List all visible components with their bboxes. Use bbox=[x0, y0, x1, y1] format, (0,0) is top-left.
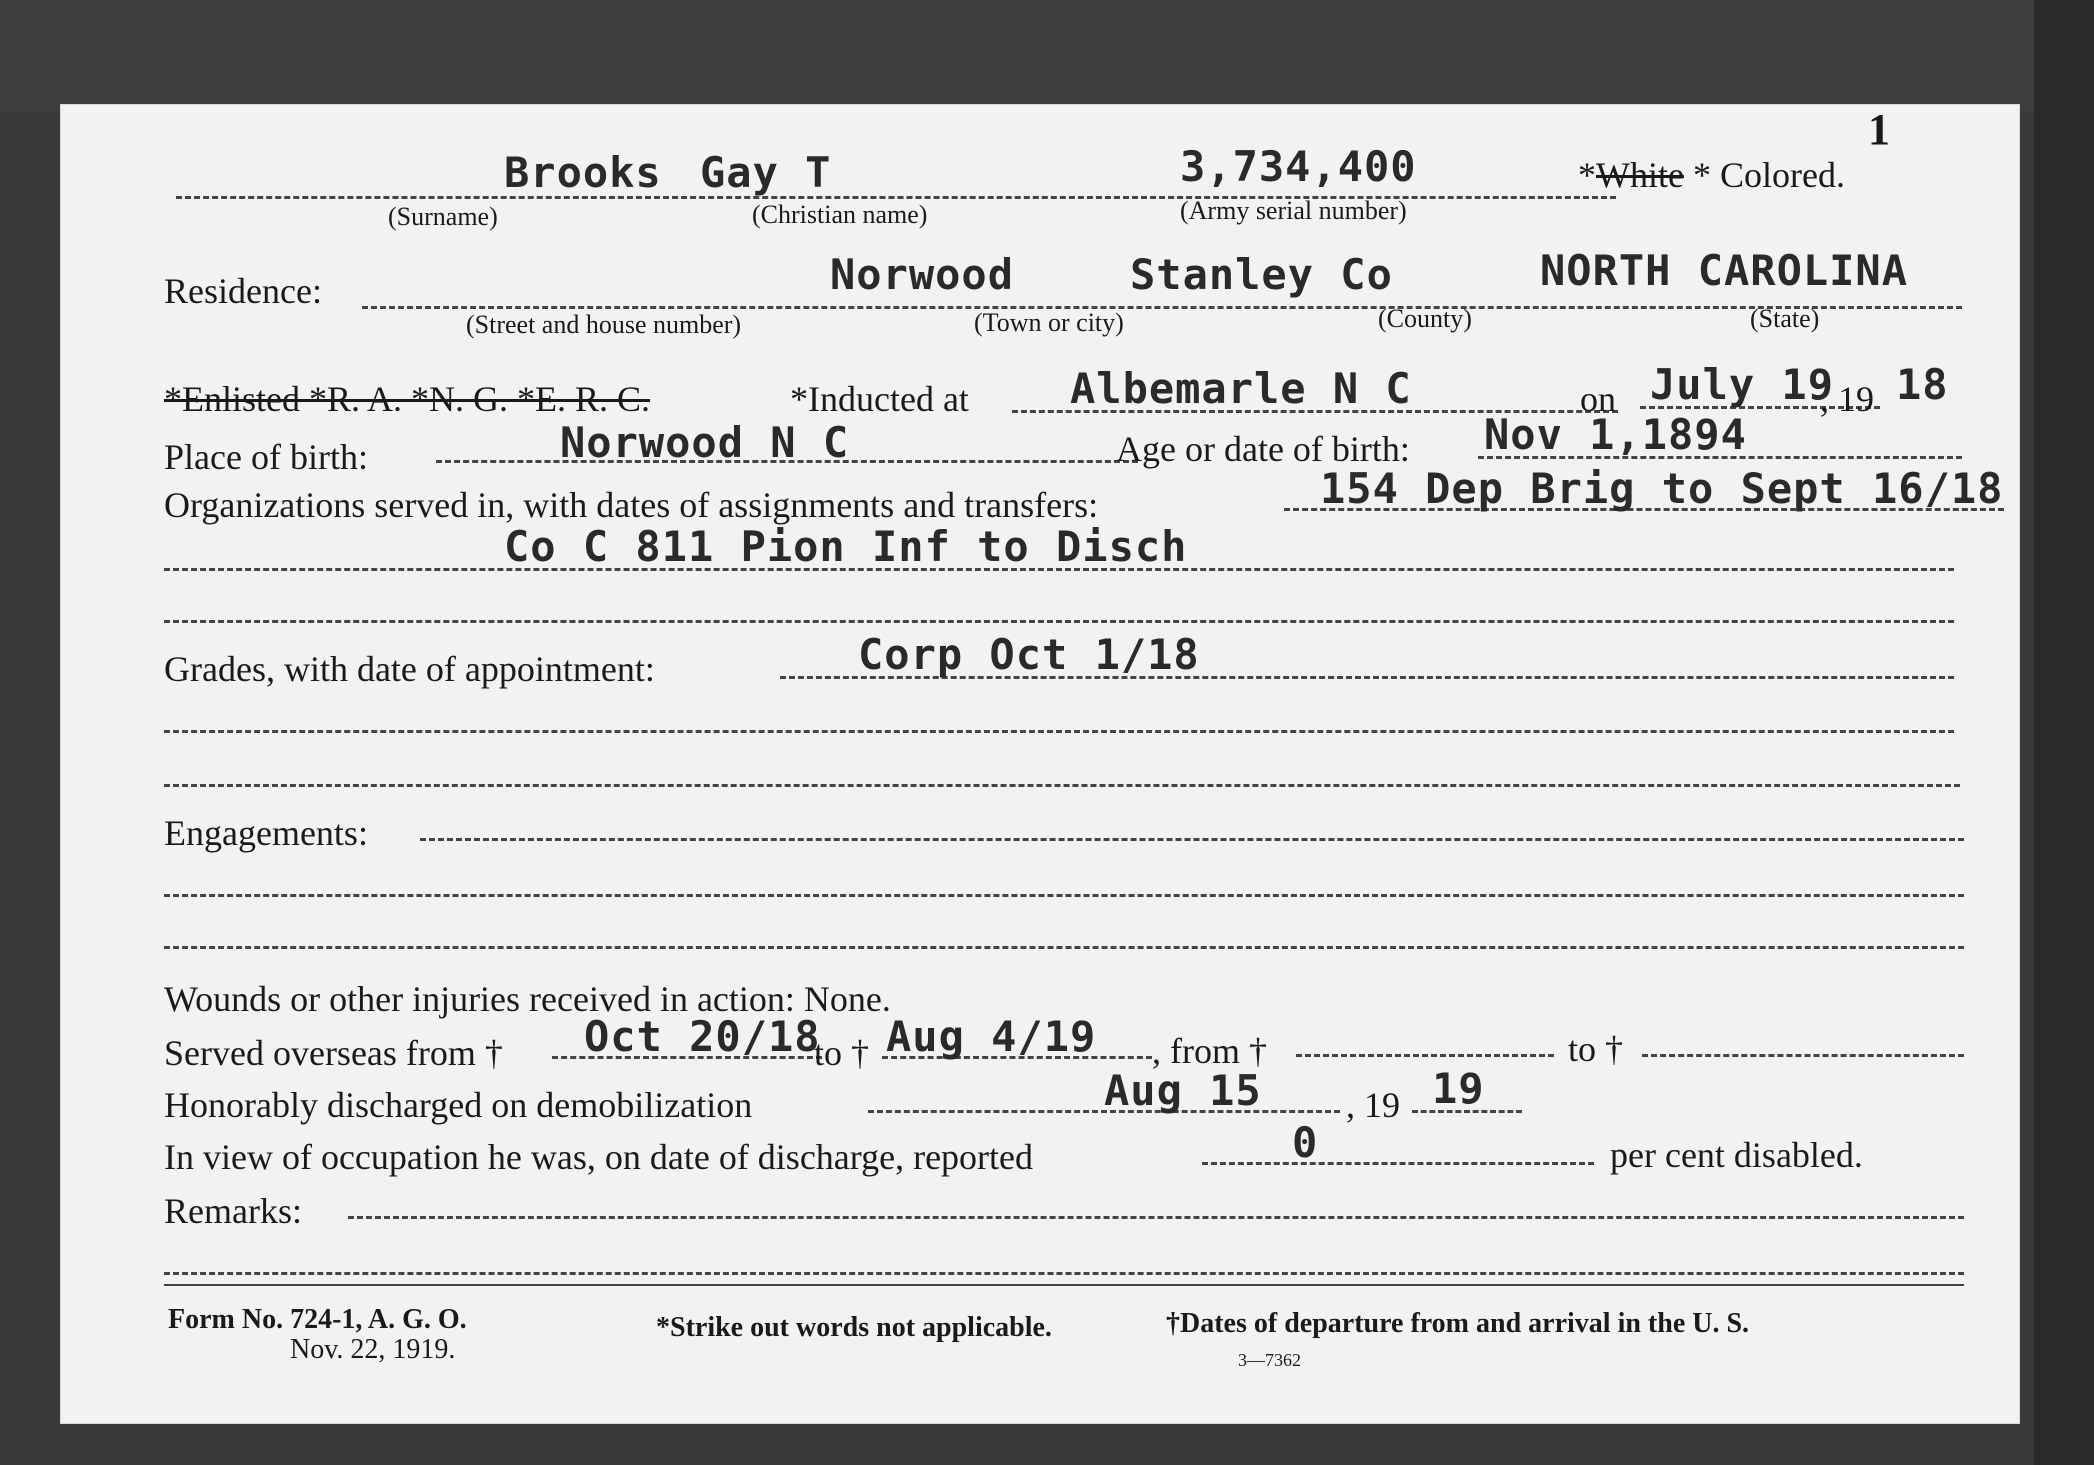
disability-line bbox=[1202, 1162, 1594, 1165]
birth-place-label: Place of birth: bbox=[164, 437, 368, 477]
state-caption: (State) bbox=[1750, 304, 1820, 333]
overseas-from-label: Served overseas from † bbox=[164, 1033, 503, 1073]
engagements-line-2 bbox=[164, 894, 1964, 897]
organizations-value-2: Co C 811 Pion Inf to Disch bbox=[504, 522, 1188, 571]
engagements-label: Engagements: bbox=[164, 813, 368, 853]
page-number: 1 bbox=[1868, 105, 1890, 154]
discharge-label: Honorably discharged on demobilization bbox=[164, 1085, 753, 1125]
birth-place-value: Norwood N C bbox=[560, 418, 850, 467]
discharge-date-value: Aug 15 bbox=[1104, 1066, 1262, 1115]
birth-date-value: Nov 1,1894 bbox=[1484, 410, 1747, 459]
strike-out-note: *Strike out words not applicable. bbox=[656, 1312, 1052, 1343]
residence-state-value: NORTH CAROLINA bbox=[1540, 246, 1909, 295]
print-code: 3—7362 bbox=[1238, 1350, 1301, 1370]
scan-background-top bbox=[0, 0, 2094, 112]
residence-line bbox=[362, 306, 1962, 309]
disability-suffix: per cent disabled. bbox=[1610, 1135, 1863, 1175]
overseas-to-value: Aug 4/19 bbox=[886, 1012, 1097, 1061]
serial-caption: (Army serial number) bbox=[1180, 196, 1407, 225]
grades-line-2 bbox=[164, 730, 1954, 733]
scan-background-right bbox=[2034, 0, 2094, 1465]
town-caption: (Town or city) bbox=[974, 308, 1124, 337]
race-white-struck: White bbox=[1596, 155, 1684, 195]
dates-note: †Dates of departure from and arrival in the U. S. bbox=[1166, 1308, 1750, 1339]
inducted-on-label: on bbox=[1580, 379, 1616, 419]
county-caption: (County) bbox=[1378, 304, 1472, 333]
surname-value: Brooks bbox=[504, 148, 662, 197]
wounds-text: Wounds or other injuries received in action: None. bbox=[164, 979, 891, 1019]
disability-value: 0 bbox=[1292, 1118, 1319, 1167]
overseas-to2-line bbox=[1642, 1054, 1964, 1057]
surname-caption: (Surname) bbox=[388, 202, 498, 231]
residence-label: Residence: bbox=[164, 271, 322, 311]
inducted-at-label: *Inducted at bbox=[790, 379, 969, 419]
christian-name-caption: (Christian name) bbox=[752, 200, 928, 229]
overseas-from2-label: , from † bbox=[1152, 1031, 1267, 1071]
race-prefix: * bbox=[1578, 155, 1596, 195]
race-field bbox=[1578, 154, 1845, 196]
remarks-line-2 bbox=[164, 1272, 1964, 1275]
organizations-line-3 bbox=[164, 620, 1954, 623]
overseas-to2-label: to † bbox=[1568, 1029, 1624, 1069]
overseas-from2-line bbox=[1296, 1054, 1554, 1057]
discharge-year-value: 19 bbox=[1432, 1064, 1485, 1113]
race-colored: * Colored. bbox=[1683, 155, 1845, 195]
grades-value: Corp Oct 1/18 bbox=[858, 630, 1200, 679]
overseas-to-label: to † bbox=[814, 1033, 870, 1073]
engagements-line-3 bbox=[164, 946, 1964, 949]
serial-number-value: 3,734,400 bbox=[1180, 142, 1417, 191]
overseas-from-value: Oct 20/18 bbox=[584, 1012, 821, 1061]
inducted-date-value: July 19 bbox=[1650, 360, 1835, 409]
inducted-place-value: Albemarle N C bbox=[1070, 364, 1412, 413]
residence-county-value: Stanley Co bbox=[1130, 250, 1393, 299]
enlistment-type-struck: *Enlisted *R. A. *N. G. *E. R. C. bbox=[164, 379, 651, 419]
organizations-label: Organizations served in, with dates of assignments and transfers: bbox=[164, 485, 1099, 525]
street-caption: (Street and house number) bbox=[466, 310, 742, 339]
form-number: Form No. 724-1, A. G. O. bbox=[168, 1304, 467, 1335]
remarks-line-1 bbox=[348, 1216, 1964, 1219]
grades-line-3 bbox=[164, 784, 1960, 787]
engagements-line-1 bbox=[420, 838, 1964, 841]
form-date: Nov. 22, 1919. bbox=[290, 1334, 456, 1365]
remarks-rule bbox=[164, 1284, 1964, 1286]
inducted-year-prefix: , 19 bbox=[1820, 379, 1874, 419]
birth-date-label: Age or date of birth: bbox=[1116, 429, 1410, 469]
christian-name-value: Gay T bbox=[700, 148, 832, 197]
discharge-year-prefix: , 19 bbox=[1346, 1085, 1400, 1125]
residence-town-value: Norwood bbox=[830, 250, 1015, 299]
service-record-card bbox=[60, 104, 2020, 1424]
remarks-label: Remarks: bbox=[164, 1191, 302, 1231]
inducted-year-value: 18 bbox=[1896, 360, 1949, 409]
organizations-value-1: 154 Dep Brig to Sept 16/18 bbox=[1320, 464, 2004, 513]
grades-label: Grades, with date of appointment: bbox=[164, 649, 655, 689]
disability-label: In view of occupation he was, on date of discharge, reported bbox=[164, 1137, 1034, 1177]
